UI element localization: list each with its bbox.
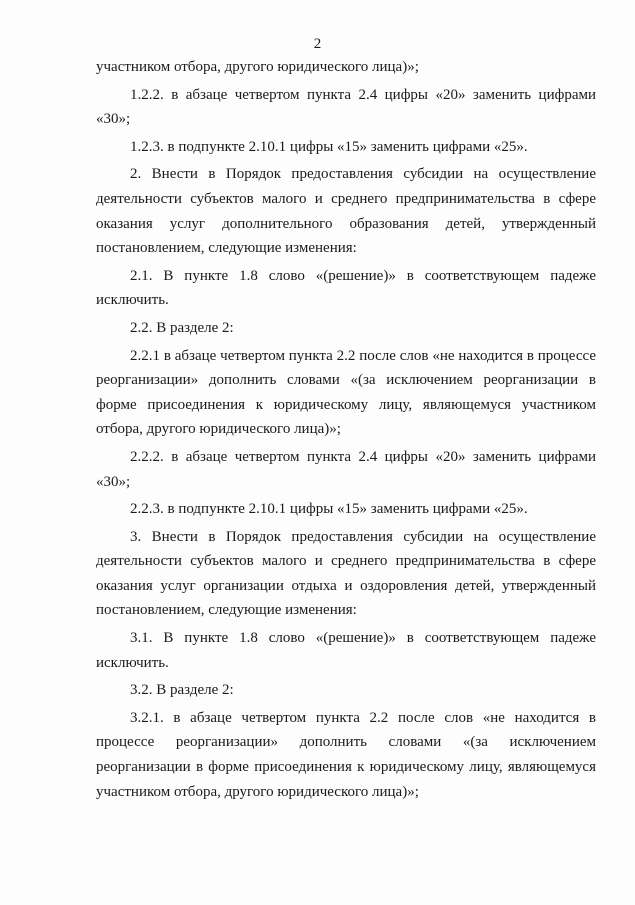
paragraph-continuation: участником отбора, другого юридического лица)»; xyxy=(96,59,419,75)
paragraph-2: 2. Внести в Порядок предоставления субсидии на осуществление деятельности субъектов малого и среднего предпринимательства в сфере оказания услуг дополнительного образования детей, утвержденный постановлением, следующие изменения: xyxy=(96,166,596,257)
page-number: 2 xyxy=(313,36,322,52)
paragraph-3-2-1: 3.2.1. в абзаце четвертом пункта 2.2 после слов «не находится в процессе реорганизации» дополнить словами «(за исключением реорганизации в форме присоединения к юридическому лицу, являющемуся участником отбора, другого юридического лица)»; xyxy=(96,709,596,800)
paragraph-2-2-3: 2.2.3. в подпункте 2.10.1 цифры «15» заменить цифрами «25». xyxy=(130,501,528,518)
document-body xyxy=(96,55,596,807)
paragraph-3: 3. Внести в Порядок предоставления субсидии на осуществление деятельности субъектов малого и среднего предпринимательства в сфере оказания услуг организации отдыха и оздоровления детей, утвержденный постановлением, следующие изменения: xyxy=(96,528,596,619)
paragraph-1-2-3: 1.2.3. в подпункте 2.10.1 цифры «15» заменить цифрами «25». xyxy=(130,138,528,155)
paragraph-3-2: 3.2. В разделе 2: xyxy=(130,682,234,699)
paragraph-2-2-2: 2.2.2. в абзаце четвертом пункта 2.4 цифры «20» заменить цифрами «30»; xyxy=(96,448,596,490)
paragraph-2-1: 2.1. В пункте 1.8 слово «(решение)» в соответствующем падеже исключить. xyxy=(96,267,596,309)
paragraph-3-1: 3.1. В пункте 1.8 слово «(решение)» в соответствующем падеже исключить. xyxy=(96,630,596,671)
paragraph-2-2-1: 2.2.1 в абзаце четвертом пункта 2.2 после слов «не находится в процессе реорганизации» дополнить словами «(за исключением реорганизации в форме присоединения к юридическому лицу, являющемуся участником отбора, другого юридического лица)»; xyxy=(96,347,596,438)
paragraph-2-2: 2.2. В разделе 2: xyxy=(130,319,234,336)
paragraph-1-2-2: 1.2.2. в абзаце четвертом пункта 2.4 цифры «20» заменить цифрами «30»; xyxy=(96,86,596,128)
